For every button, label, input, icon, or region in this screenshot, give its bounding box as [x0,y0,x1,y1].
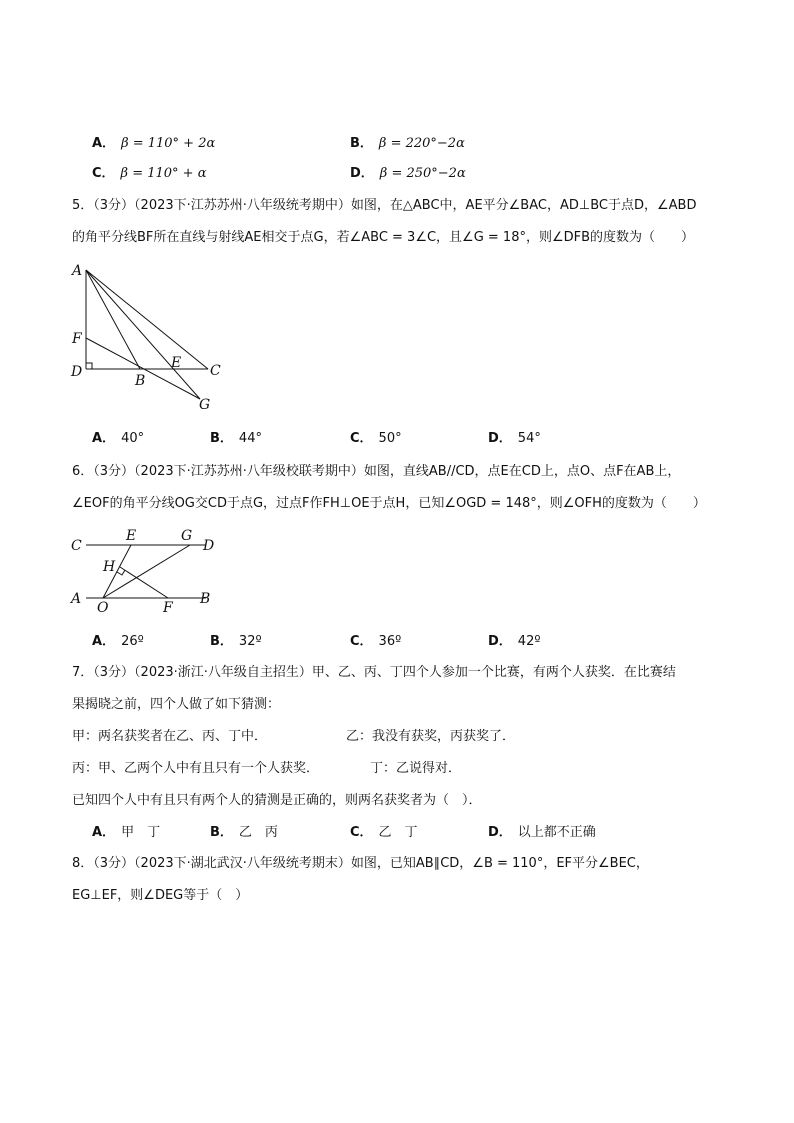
segment-og [103,545,190,598]
q6-stem-line2: ∠EOF的角平分线OG交CD于点G，过点F作FH⊥OE于点H，已知∠OGD = 148°，则∠OFH的度数为（ ） [72,496,706,511]
q6-option-d [488,633,540,651]
label-e: E [126,528,137,544]
option-label: B． [210,634,233,649]
q5-option-b [210,430,262,448]
segment-ac [86,270,208,369]
q7-stem-line1: 7．（3分）（2023·浙江·八年级自主招生）甲、乙、丙、丁四个人参加一个比赛，有两个人获奖．在比赛结 [72,665,676,680]
option-label: A． [92,431,116,446]
label-e: E [171,355,182,371]
q5-option-a [92,430,144,448]
option-label: D． [350,166,374,181]
q5-stem-line1: 5．（3分）（2023下·江苏苏州·八年级统考期中）如图，在△ABC中，AE平分∠BAC，AD⊥BC于点D，∠ABD [72,198,697,213]
option-label: C． [350,825,373,840]
q4-option-d [350,165,466,183]
q4-option-c [92,165,206,183]
option-text: 以上都不正确 [517,825,596,840]
option-label: D． [488,634,512,649]
label-g: G [199,397,211,413]
option-text: β = 220°−2α [378,136,465,151]
label-f: F [163,600,173,615]
q4-option-b [350,135,465,153]
segment-ab [86,270,140,369]
option-text: β = 250°−2α [379,166,466,181]
q6-figure [68,525,228,615]
option-text: 40° [121,431,145,446]
label-b: B [200,591,211,607]
label-c: C [210,363,221,379]
option-label: C． [350,431,373,446]
option-text: β = 110° + α [120,166,207,181]
option-label: A． [92,634,116,649]
right-angle-mark [117,570,125,575]
option-label: B． [210,431,233,446]
option-label: D． [488,431,512,446]
q8-stem-line1: 8．（3分）（2023下·湖北武汉·八年级统考期末）如图，已知AB∥CD，∠B = 110°，EF平分∠BEC， [72,856,649,871]
q6-option-b [210,633,262,651]
right-angle-mark [86,363,92,369]
q7-option-a [92,824,160,842]
q6-stem-line1: 6．（3分）（2023下·江苏苏州·八年级校联考期中）如图，直线AB//CD，点E在CD上，点O、点F在AB上， [72,464,681,479]
q6-option-c [350,633,401,651]
option-label: B． [350,136,373,151]
option-label: B． [210,825,233,840]
option-text: 32º [238,634,262,649]
q7-stem-line2: 果揭晓之前，四个人做了如下猜测： [72,697,281,712]
label-g: G [181,528,193,544]
label-d: D [71,364,83,380]
option-label: A． [92,825,116,840]
label-h: H [103,559,116,575]
option-text: 乙 丁 [378,825,418,840]
q5-stem-line2: 的角平分线BF所在直线与射线AE相交于点G，若∠ABC = 3∠C，且∠G = 18°，则∠DFB的度数为（ ） [72,230,695,245]
q5-option-c [350,430,402,448]
q8-stem-line2: EG⊥EF，则∠DEG等于（ ） [72,888,249,903]
option-text: 26º [121,634,144,649]
q7-guess-bing: 丙：甲、乙两个人中有且只有一个人获奖． [72,761,320,776]
q7-guess-ding: 丁：乙说得对． [370,761,462,776]
label-c: C [71,538,82,554]
label-o: O [97,600,109,615]
segment-fh [120,567,168,598]
option-text: 50° [378,431,402,446]
label-a: A [71,591,82,607]
q7-option-b [210,824,278,842]
option-label: A． [92,136,116,151]
label-f: F [72,331,82,347]
label-b: B [135,373,146,389]
q7-known-line: 已知四个人中有且只有两个人的猜测是正确的，则两名获奖者为（ ）． [72,793,482,808]
q5-figure [68,258,238,418]
q4-option-a [92,135,215,153]
option-text: β = 110° + 2α [121,136,216,151]
q6-option-a [92,633,144,651]
option-text: 42º [517,634,541,649]
label-a: A [72,263,83,279]
option-text: 54° [517,431,541,446]
q7-option-d [488,824,596,842]
option-label: D． [488,825,512,840]
option-label: C． [350,634,373,649]
option-text: 36º [378,634,402,649]
option-text: 乙 丙 [238,825,278,840]
option-text: 44° [238,431,262,446]
option-text: 甲 丁 [121,825,161,840]
q7-option-c [350,824,418,842]
option-label: C． [92,166,115,181]
q7-guess-yi: 乙：我没有获奖，丙获奖了． [346,729,516,744]
q5-option-d [488,430,541,448]
q7-guess-jia: 甲：两名获奖者在乙、丙、丁中． [72,729,268,744]
label-d: D [203,538,215,554]
